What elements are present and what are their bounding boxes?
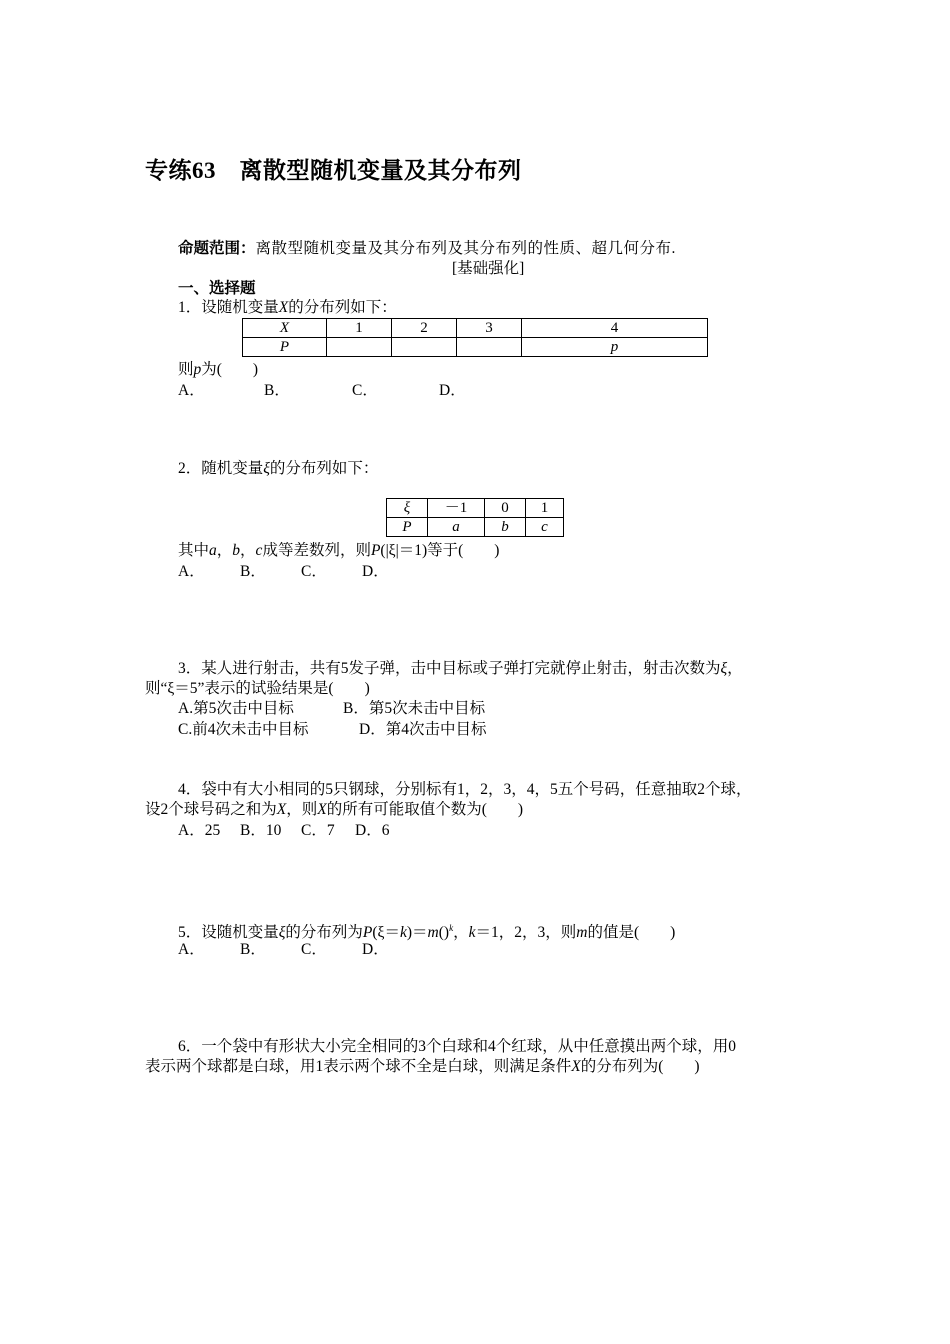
q3-line2: 则“ξ＝5”表示的试验结果是( ) [145,680,370,697]
q3-line1: 3．某人进行射击，共有5发子弹，击中目标或子弹打完就停止射击，射击次数为ξ， [178,660,743,677]
q3-option-a: A.第5次击中目标 [178,700,294,717]
section-heading: 一、选择题 [178,280,256,297]
q2-table [386,498,564,537]
scope-label: 命题范围： [178,240,256,257]
q4-option-a: A．25 [178,822,221,839]
q4-line1: 4．袋中有大小相同的5只钢球，分别标有1，2，3，4，5五个号码，任意抽取2个球， [178,781,752,798]
q2-option-a: A． [178,563,205,580]
q5-option-b: B． [240,941,266,958]
q1-option-c: C． [352,382,378,399]
q2-stem: 2．随机变量ξ的分布列如下： [178,460,379,477]
q4-line2: 设2个球号码之和为X，则X的所有可能取值个数为( ) [145,801,524,818]
q1-ask: 则p为( ) [178,361,259,378]
q5-option-d: D． [362,941,389,958]
q4-option-b: B．10 [240,822,282,839]
q1-stem: 1．设随机变量X的分布列如下： [178,299,397,316]
q3-option-c: C.前4次未击中目标 [178,721,309,738]
q1-option-a: A． [178,382,205,399]
q2-option-d: D． [362,563,389,580]
q4-option-d: D．6 [355,822,390,839]
q6-line1: 6．一个袋中有形状大小完全相同的3个白球和4个红球，从中任意摸出两个球，用0 [178,1038,737,1055]
q2-option-b: B． [240,563,266,580]
q6-line2: 表示两个球都是白球，用1表示两个球不全是白球，则满足条件X的分布列为( ) [145,1058,700,1075]
q1-option-b: B． [264,382,290,399]
table-row: P p [243,338,708,357]
q1-option-d: D． [439,382,466,399]
q3-option-b: B．第5次未击中目标 [343,700,486,717]
q1-table [242,318,708,357]
scope-line [178,239,676,259]
q5-option-a: A． [178,941,205,958]
scope-text: 离散型随机变量及其分布列及其分布列的性质、超几何分布. [255,240,676,257]
q2-condition: 其中a，b，c成等差数列，则P(|ξ|＝1)等于( ) [178,542,500,559]
table-row: X 1 2 3 4 [243,319,708,338]
page-title: 专练63 离散型随机变量及其分布列 [145,158,522,183]
table-row: P a b c [387,518,564,537]
q2-option-c: C． [301,563,327,580]
q5-option-c: C． [301,941,327,958]
q3-option-d: D．第4次击中目标 [359,721,487,738]
table-row: ξ －1 0 1 [387,499,564,518]
section-tag: [基础强化] [452,260,525,277]
q5-stem: 5．设随机变量ξ的分布列为P(ξ＝k)＝m()$^k$，k＝1，2，3，则m的值是( ) [178,923,676,942]
q4-option-c: C．7 [301,822,335,839]
